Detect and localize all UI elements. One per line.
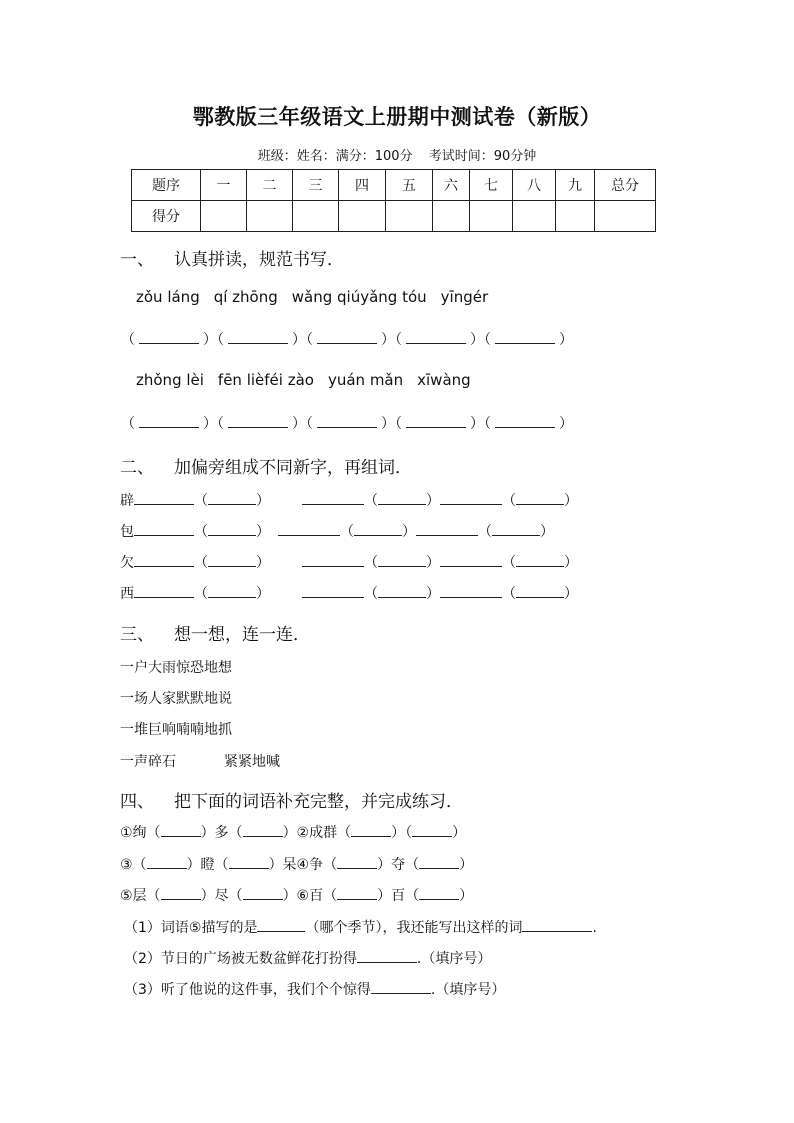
section-number: 三、 [120, 625, 154, 645]
idiom-row-3 [120, 885, 473, 905]
score-header-cell: 六 [433, 170, 470, 201]
word-blank[interactable] [492, 522, 540, 536]
idiom-text: ）夺（ [377, 857, 420, 873]
new-char-blank[interactable] [134, 491, 194, 505]
section-title: 想一想，连一连． [174, 625, 310, 645]
idiom-text: ） [452, 825, 467, 841]
score-cell[interactable] [433, 201, 470, 232]
answer-blank[interactable] [406, 415, 466, 428]
score-cell[interactable] [513, 201, 556, 232]
pinyin-item: wǎng qiúyǎng tóu [291, 288, 427, 306]
idiom-text: ）瞪（ [186, 857, 229, 873]
answer-blank[interactable] [495, 415, 555, 428]
section-number: 四、 [120, 792, 154, 812]
exercise-text: （哪个季节），我还能写出这样的词 [305, 920, 523, 936]
score-cell[interactable] [386, 201, 433, 232]
pinyin-item: fēn lièféi zào [217, 371, 314, 389]
score-cell[interactable] [556, 201, 595, 232]
new-char-blank[interactable] [134, 584, 194, 598]
pinyin-row-1 [136, 288, 502, 306]
match-line [120, 751, 280, 771]
idiom-text: ）百（ [377, 888, 420, 904]
idiom-text: ） [459, 857, 474, 873]
new-char-blank[interactable] [416, 522, 478, 536]
new-char-blank[interactable] [302, 491, 364, 505]
score-header-cell: 一 [201, 170, 247, 201]
idiom-blank[interactable] [351, 823, 391, 837]
exercise-text: .（填序号） [430, 982, 506, 998]
score-table [131, 169, 656, 232]
idiom-blank[interactable] [243, 886, 283, 900]
idiom-blank[interactable] [161, 823, 201, 837]
exercise-text: （3）听了他说的这件事，我们个个惊得 [124, 982, 371, 998]
score-table-score-row [132, 201, 656, 232]
word-blank[interactable] [208, 491, 256, 505]
score-cell[interactable] [293, 201, 339, 232]
answer-blank[interactable] [406, 331, 466, 344]
score-header-cell: 二 [247, 170, 293, 201]
pinyin-item: yuán mǎn [327, 371, 404, 389]
match-line: 一堆巨响喃喃地抓 [120, 722, 232, 738]
answer-blank[interactable] [228, 415, 288, 428]
base-char: 包 [120, 524, 134, 540]
word-blank[interactable] [516, 553, 564, 567]
section-2-heading [120, 453, 412, 478]
idiom-text: ①绚（ [120, 825, 161, 841]
answer-blank[interactable] [139, 331, 199, 344]
score-table-header-row [132, 170, 656, 201]
word-blank[interactable] [378, 491, 426, 505]
score-cell[interactable] [470, 201, 513, 232]
idiom-text: ）⑥百（ [282, 888, 338, 904]
word-blank[interactable] [354, 522, 402, 536]
idiom-text: ⑤层（ [120, 888, 161, 904]
idiom-text: ）多（ [200, 825, 243, 841]
idiom-blank[interactable] [419, 855, 459, 869]
exercise-2 [124, 948, 491, 968]
radical-row-2: 包 （ ） （ ） （ ） [120, 524, 554, 540]
idiom-text: ）呆④争（ [268, 857, 338, 873]
new-char-blank[interactable] [302, 553, 364, 567]
idiom-blank[interactable] [412, 823, 452, 837]
section-4-heading [120, 787, 463, 812]
radical-row-1: 辟 （ ） （ ） （ ） [120, 493, 578, 509]
time-info: 考试时间：90分钟 [428, 149, 537, 164]
score-header-cell: 七 [470, 170, 513, 201]
new-char-blank[interactable] [440, 491, 502, 505]
exercise-text: （1）词语⑤描写的是 [124, 920, 258, 936]
section-title: 加偏旁组成不同新字，再组词． [174, 458, 412, 478]
score-header-cell: 四 [339, 170, 386, 201]
section-1-heading [120, 245, 344, 270]
idiom-row-1 [120, 822, 466, 842]
score-header-cell: 总分 [595, 170, 656, 201]
answer-blank[interactable] [317, 415, 377, 428]
exercise-blank[interactable] [257, 918, 305, 932]
idiom-blank[interactable] [243, 823, 283, 837]
pinyin-item: qí zhōng [213, 288, 278, 306]
section-title: 认真拼读，规范书写． [174, 250, 344, 270]
base-char: 欠 [120, 555, 134, 571]
score-header-cell: 九 [556, 170, 595, 201]
exercise-text: . [592, 920, 597, 936]
answer-blanks-row-2: （ ）（ ）（ ）（ ）（ ） [121, 416, 573, 432]
exercise-text: .（填序号） [416, 951, 492, 967]
exercise-1 [124, 917, 597, 937]
exercise-3 [124, 979, 505, 999]
base-char: 西 [120, 586, 134, 602]
section-number: 一、 [120, 250, 154, 270]
exam-info [0, 145, 794, 164]
pinyin-item: yīngér [440, 288, 489, 306]
new-char-blank[interactable] [134, 522, 194, 536]
answer-blank[interactable] [139, 415, 199, 428]
radical-row-3: 欠 （ ） （ ） （ ） [120, 555, 578, 571]
answer-blank[interactable] [317, 331, 377, 344]
match-line: 一场人家默默地说 [120, 691, 232, 707]
score-header-cell: 五 [386, 170, 433, 201]
page-title: 鄂教版三年级语文上册期中测试卷（新版） [192, 104, 602, 129]
word-blank[interactable] [208, 553, 256, 567]
match-item: 紧紧地喊 [224, 754, 280, 770]
idiom-text: ）尽（ [200, 888, 243, 904]
score-cell[interactable] [339, 201, 386, 232]
answer-blanks-row-1: （ ）（ ）（ ）（ ）（ ） [121, 332, 573, 348]
word-blank[interactable] [208, 522, 256, 536]
score-header-cell: 题序 [132, 170, 201, 201]
exercise-text: （2）节日的广场被无数盆鲜花打扮得 [124, 951, 357, 967]
idiom-blank[interactable] [161, 886, 201, 900]
exercise-blank[interactable] [522, 918, 592, 932]
idiom-blank[interactable] [419, 886, 459, 900]
idiom-blank[interactable] [147, 855, 187, 869]
pinyin-row-2 [136, 371, 485, 389]
idiom-row-2 [120, 854, 473, 874]
class-info: 班级：姓名：满分：100分 [257, 149, 413, 164]
idiom-text: ） [459, 888, 474, 904]
new-char-blank[interactable] [134, 553, 194, 567]
score-cell[interactable] [201, 201, 247, 232]
score-cell[interactable] [595, 201, 656, 232]
word-blank[interactable] [378, 584, 426, 598]
radical-row-4: 西 （ ） （ ） （ ） [120, 586, 578, 602]
idiom-text: ）（ [391, 825, 413, 841]
pinyin-item: zhǒng lèi [136, 371, 204, 389]
pinyin-item: zǒu láng [136, 288, 200, 306]
new-char-blank[interactable] [302, 584, 364, 598]
word-blank[interactable] [516, 491, 564, 505]
base-char: 辟 [120, 493, 134, 509]
answer-blank[interactable] [228, 331, 288, 344]
section-number: 二、 [120, 458, 154, 478]
score-row-label: 得分 [132, 201, 201, 232]
new-char-blank[interactable] [440, 553, 502, 567]
exercise-blank[interactable] [371, 980, 431, 994]
score-header-cell: 三 [293, 170, 339, 201]
word-blank[interactable] [378, 553, 426, 567]
idiom-blank[interactable] [337, 886, 377, 900]
section-3-heading [120, 620, 310, 645]
word-blank[interactable] [208, 584, 256, 598]
idiom-text: ③（ [120, 857, 147, 873]
score-cell[interactable] [247, 201, 293, 232]
score-header-cell: 八 [513, 170, 556, 201]
idiom-blank[interactable] [229, 855, 269, 869]
section-title: 把下面的词语补充完整，并完成练习． [174, 792, 463, 812]
new-char-blank[interactable] [440, 584, 502, 598]
idiom-blank[interactable] [337, 855, 377, 869]
match-item: 一声碎石 [120, 754, 176, 770]
exercise-blank[interactable] [357, 949, 417, 963]
match-line: 一户大雨惊恐地想 [120, 660, 232, 676]
word-blank[interactable] [516, 584, 564, 598]
pinyin-item: xīwàng [417, 371, 471, 389]
new-char-blank[interactable] [278, 522, 340, 536]
idiom-text: ）②成群（ [282, 825, 352, 841]
answer-blank[interactable] [495, 331, 555, 344]
